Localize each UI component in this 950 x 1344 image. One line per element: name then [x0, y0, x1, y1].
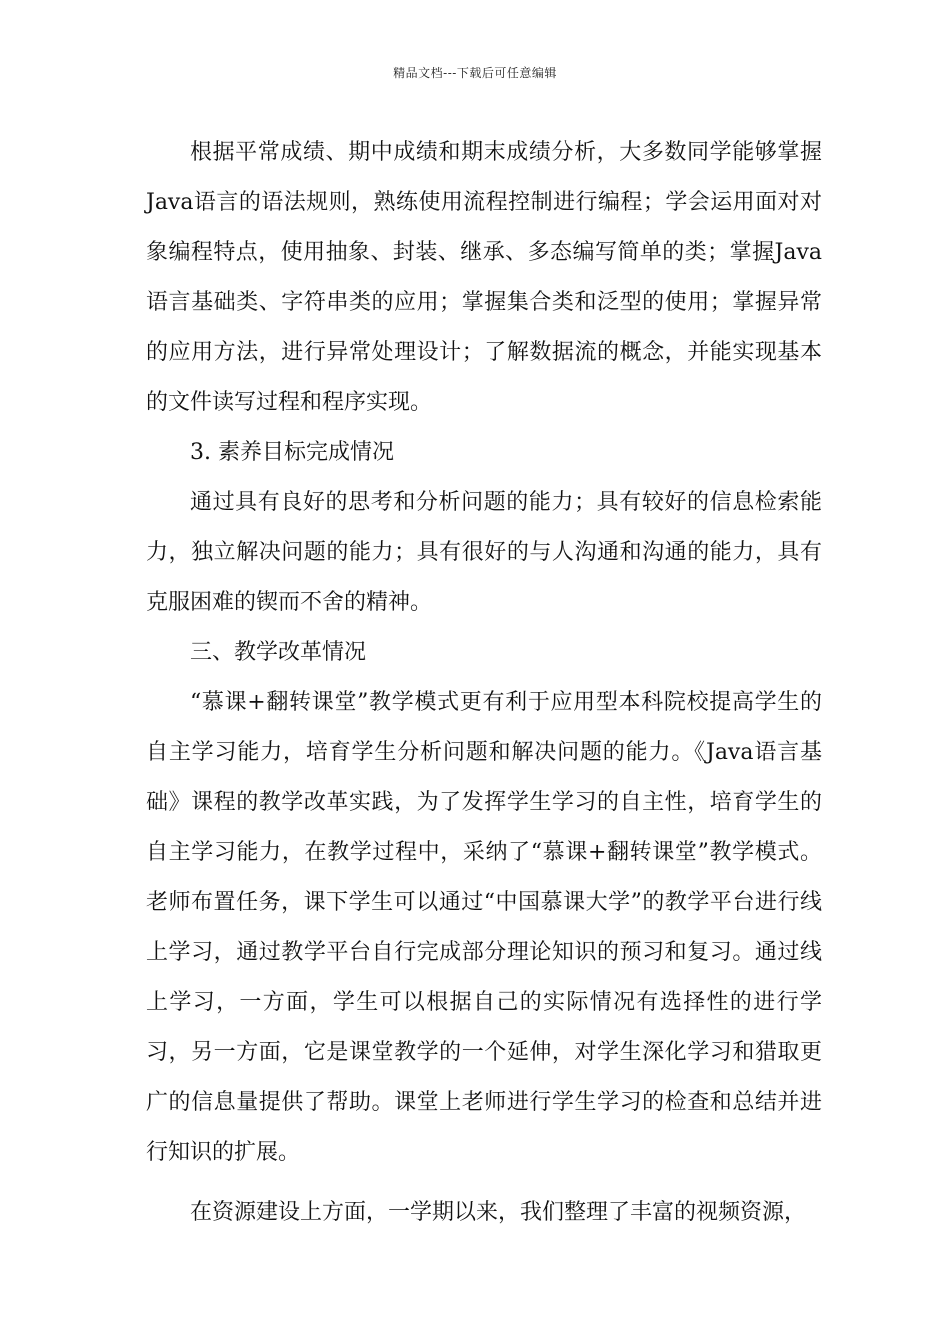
paragraph-resource-building: 在资源建设上方面，一学期以来，我们整理了丰富的视频资源， [190, 1200, 807, 1225]
page-header: 精品文档---下载后可任意编辑 [393, 66, 557, 80]
document-body [146, 128, 822, 1238]
section-heading-literacy-goals: 3. 素养目标完成情况 [190, 440, 394, 465]
paragraph-teaching-reform: “慕课+翻转课堂”教学模式更有利于应用型本科院校提高学生的自主学习能力，培育学生分析问题和解决问题的能力。《Java语言基础》课程的教学改革实践，为了发挥学生学习的自主性，培育学生的自主学习能力，在教学过程中，采纳了“慕课+翻转课堂”教学模式。老师布置任务，课下学生可以通过“中国慕课大学”的教学平台进行线上学习，通过教学平台自行完成部分理论知识的预习和复习。通过线上学习，一方面，学生可以根据自己的实际情况有选择性的进行学习，另一方面，它是课堂教学的一个延伸，对学生深化学习和猎取更广的信息量提供了帮助。课堂上老师进行学生学习的检查和总结并进行知识的扩展。 [146, 690, 822, 1165]
paragraph-grade-analysis: 根据平常成绩、期中成绩和期末成绩分析，大多数同学能够掌握Java语言的语法规则，熟练使用流程控制进行编程；学会运用面对对象编程特点，使用抽象、封装、继承、多态编写简单的类；掌握Java语言基础类、字符串类的应用；掌握集合类和泛型的使用；掌握异常的应用方法，进行异常处理设计；了解数据流的概念，并能实现基本的文件读写过程和程序实现。 [146, 140, 822, 415]
paragraph-literacy-goals: 通过具有良好的思考和分析问题的能力；具有较好的信息检索能力，独立解决问题的能力；具有很好的与人沟通和沟通的能力，具有克服困难的锲而不舍的精神。 [146, 490, 822, 615]
section-heading-teaching-reform: 三、教学改革情况 [190, 640, 367, 665]
